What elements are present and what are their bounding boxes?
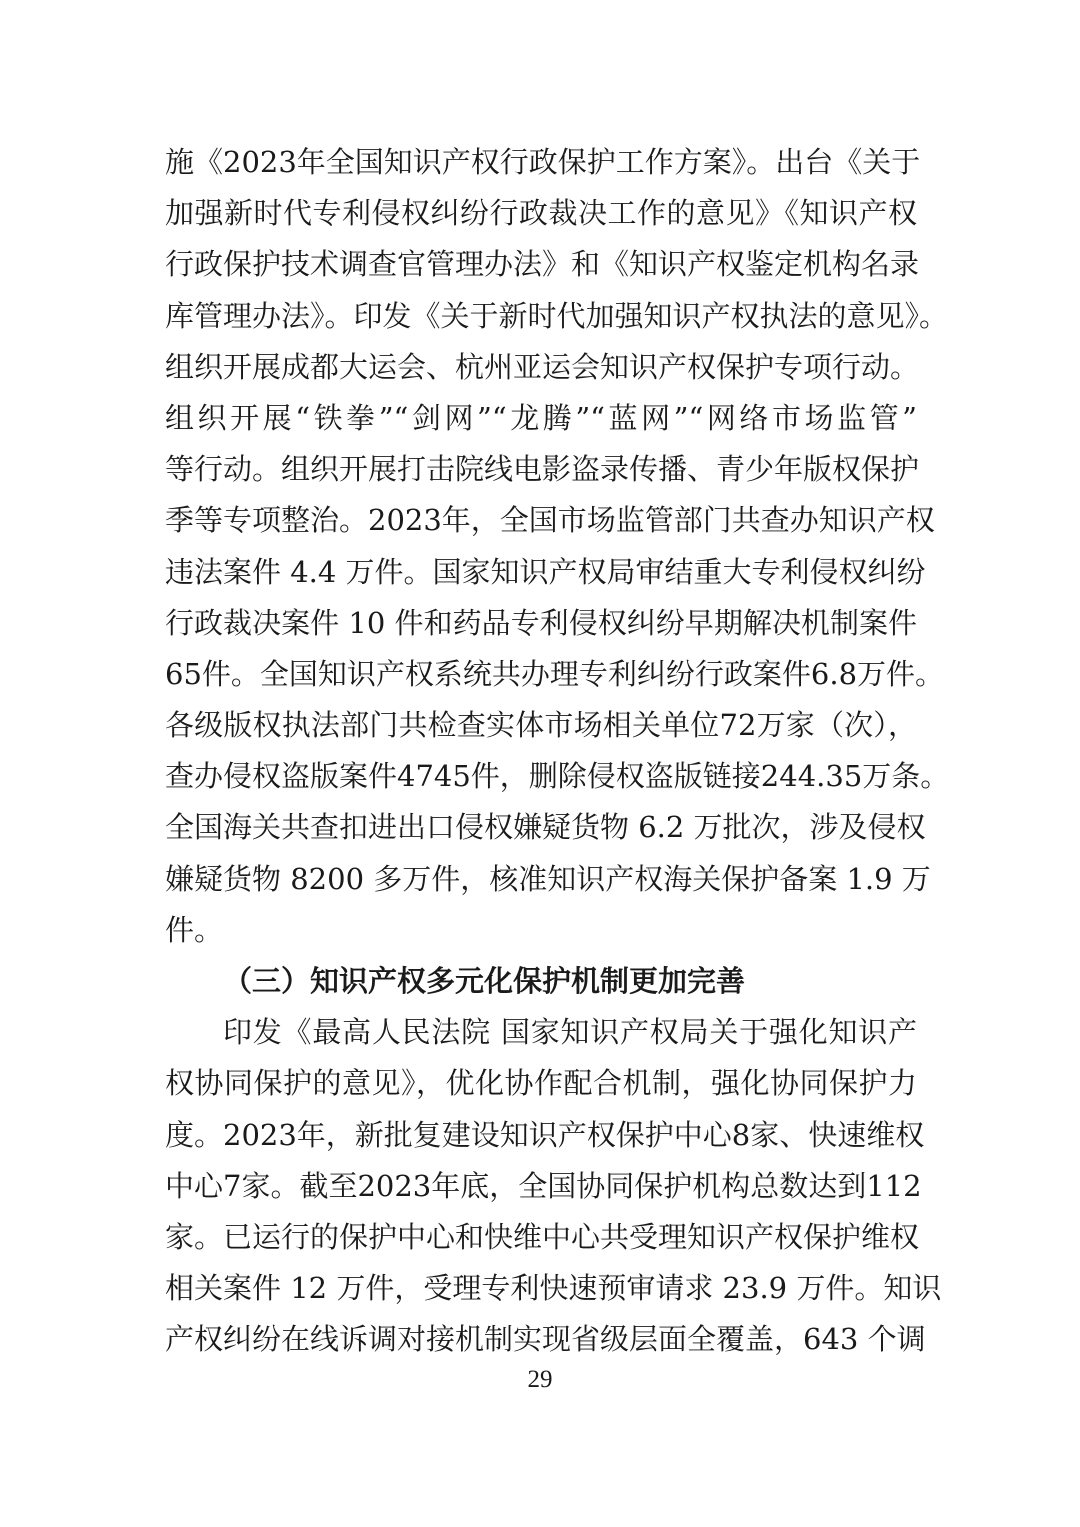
paragraph-line: 组织开展成都大运会、杭州亚运会知识产权保护专项行动。 xyxy=(165,349,920,384)
paragraph-line: 产权纠纷在线诉调对接机制实现省级层面全覆盖，643 个调 xyxy=(165,1322,926,1357)
paragraph-line: 嫌疑货物 8200 多万件，核准知识产权海关保护备案 1.9 万 xyxy=(165,861,931,896)
page-number: 29 xyxy=(527,1366,553,1393)
paragraph-line: 权协同保护的意见》，优化协作配合机制，强化协同保护力 xyxy=(165,1066,917,1101)
paragraph-line: 印发《最高人民法院 国家知识产权局关于强化知识产 xyxy=(223,1015,917,1050)
paragraph-line: 全国海关共查扣进出口侵权嫌疑货物 6.2 万批次，涉及侵权 xyxy=(165,810,926,845)
paragraph-line: 组织开展“铁拳”“剑网”“龙腾”“蓝网”“网络市场监管” xyxy=(165,400,917,435)
body-text xyxy=(165,137,950,1366)
paragraph-line: 库管理办法》。印发《关于新时代加强知识产权执法的意见》。 xyxy=(165,298,949,333)
paragraph-line: 度。2023年，新批复建设知识产权保护中心8家、快速维权 xyxy=(165,1117,925,1152)
paragraph-line: 件。 xyxy=(165,912,224,947)
paragraph-line: 违法案件 4.4 万件。国家知识产权局审结重大专利侵权纠纷 xyxy=(165,554,926,589)
paragraph-line: 施《2023年全国知识产权行政保护工作方案》。出台《关于 xyxy=(165,145,921,179)
paragraph-line: 各级版权执法部门共检查实体市场相关单位72万家（次）， xyxy=(165,708,917,743)
paragraph-line: 加强新时代专利侵权纠纷行政裁决工作的意见》《知识产权 xyxy=(165,196,917,231)
paragraph-line: 行政保护技术调查官管理办法》和《知识产权鉴定机构名录 xyxy=(165,247,920,282)
section-heading: （三）知识产权多元化保护机制更加完善 xyxy=(223,964,746,998)
paragraph-line: 等行动。组织开展打击院线电影盗录传播、青少年版权保护 xyxy=(165,452,920,487)
paragraph-line: 相关案件 12 万件，受理专利快速预审请求 23.9 万件。知识 xyxy=(165,1271,942,1306)
paragraph-line: 季等专项整治。2023年，全国市场监管部门共查办知识产权 xyxy=(165,503,935,538)
paragraph-line: 家。已运行的保护中心和快维中心共受理知识产权保护维权 xyxy=(165,1219,920,1254)
paragraph-line: 65件。全国知识产权系统共办理专利纠纷行政案件6.8万件。 xyxy=(165,656,945,691)
paragraph-line: 中心7家。截至2023年底，全国协同保护机构总数达到112 xyxy=(165,1168,922,1203)
paragraph-line: 查办侵权盗版案件4745件，删除侵权盗版链接244.35万条。 xyxy=(165,759,950,794)
paragraph-line: 行政裁决案件 10 件和药品专利侵权纠纷早期解决机制案件 xyxy=(165,605,917,640)
